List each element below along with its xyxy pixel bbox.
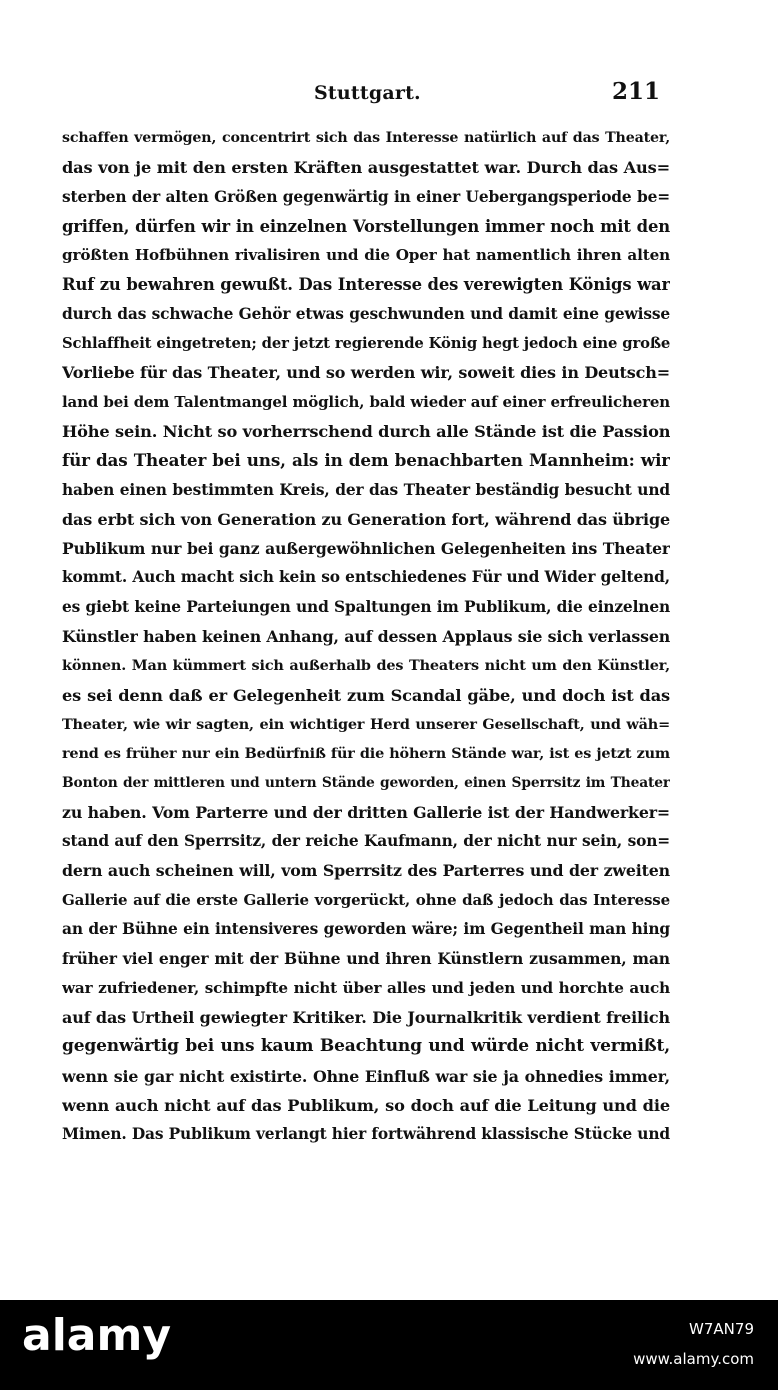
text-line: Künstler haben keinen Anhang, auf dessen Applaus sie sich verlassen (62, 627, 670, 647)
text-line: können. Man kümmert sich außerhalb des Theaters nicht um den Künstler, (62, 657, 670, 675)
text-line: schaffen vermögen, concentrirt sich das Interesse natürlich auf das Theater, (62, 130, 670, 146)
text-line: wenn auch nicht auf das Publikum, so doch auf die Leitung und die (62, 1095, 670, 1115)
text-line: gegenwärtig bei uns kaum Beachtung und würde nicht vermißt, (62, 1036, 670, 1057)
text-line: Publikum nur bei ganz außergewöhnlichen Gelegenheiten ins Theater (62, 539, 670, 559)
image-id: W7AN79 (689, 1320, 754, 1338)
text-line: wenn sie gar nicht existirte. Ohne Einfluß war sie ja ohnedies immer, (62, 1066, 670, 1086)
text-line: kommt. Auch macht sich kein so entschiedenes Für und Wider geltend, (62, 568, 670, 587)
text-line: Gallerie auf die erste Gallerie vorgerückt, ohne daß jedoch das Interesse (62, 890, 670, 909)
text-line: land bei dem Talentmangel möglich, bald wieder auf einer erfreulicheren (62, 392, 670, 411)
running-head: Stuttgart. (314, 82, 421, 104)
text-line: zu haben. Vom Parterre und der dritten Gallerie ist der Handwerker= (62, 802, 670, 822)
text-line: Bonton der mittleren und untern Stände geworden, einen Sperrsitz im Theater (62, 774, 670, 791)
text-line: es giebt keine Parteiungen und Spaltungen im Publikum, die einzelnen (62, 597, 670, 616)
text-line: durch das schwache Gehör etwas geschwunden und damit eine gewisse (62, 304, 670, 323)
text-line: auf das Urtheil gewiegter Kritiker. Die Journalkritik verdient freilich (62, 1007, 670, 1027)
text-line: haben einen bestimmten Kreis, der das Theater beständig besucht und (62, 480, 670, 499)
text-line: rend es früher nur ein Bedürfniß für die höhern Stände war, ist es jetzt zum (62, 745, 670, 763)
text-line: Theater, wie wir sagten, ein wichtiger Herd unserer Gesellschaft, und wäh= (62, 715, 670, 733)
watermark-bar (0, 1300, 778, 1390)
text-line: griffen, dürfen wir in einzelnen Vorstellungen immer noch mit den (62, 216, 670, 236)
text-line: dern auch scheinen will, vom Sperrsitz des Parterres und der zweiten (62, 861, 670, 881)
text-line: an der Bühne ein intensiveres geworden wäre; im Gegentheil man hing (62, 920, 670, 939)
text-line: größten Hofbühnen rivalisiren und die Oper hat namentlich ihren alten (62, 246, 670, 265)
text-line: Mimen. Das Publikum verlangt hier fortwährend klassische Stücke und (62, 1125, 670, 1144)
text-line: für das Theater bei uns, als in dem benachbarten Mannheim: wir (62, 450, 670, 471)
page-header (0, 76, 778, 112)
brand-logo: alamy (22, 1310, 171, 1361)
body-text (62, 124, 670, 1149)
text-line: das erbt sich von Generation zu Generation fort, während das übrige (62, 509, 670, 529)
text-line: war zufriedener, schimpfte nicht über alles und jeden und horchte auch (62, 978, 670, 997)
text-line: sterben der alten Größen gegenwärtig in einer Uebergangsperiode be= (62, 187, 670, 206)
text-line: es sei denn daß er Gelegenheit zum Scandal gäbe, und doch ist das (62, 685, 670, 705)
text-line: Höhe sein. Nicht so vorherrschend durch alle Stände ist die Passion (62, 421, 670, 441)
site-url: www.alamy.com (633, 1350, 754, 1368)
page-number: 211 (612, 78, 661, 105)
text-line: Vorliebe für das Theater, und so werden wir, soweit dies in Deutsch= (62, 363, 670, 383)
text-line: Schlaffheit eingetreten; der jetzt regierende König hegt jedoch eine große (62, 335, 670, 353)
text-line: früher viel enger mit der Bühne und ihren Künstlern zusammen, man (62, 949, 670, 969)
text-line: das von je mit den ersten Kräften ausgestattet war. Durch das Aus= (62, 158, 670, 178)
text-line: Ruf zu bewahren gewußt. Das Interesse des verewigten Königs war (62, 275, 670, 295)
text-line: stand auf den Sperrsitz, der reiche Kaufmann, der nicht nur sein, son= (62, 832, 670, 851)
